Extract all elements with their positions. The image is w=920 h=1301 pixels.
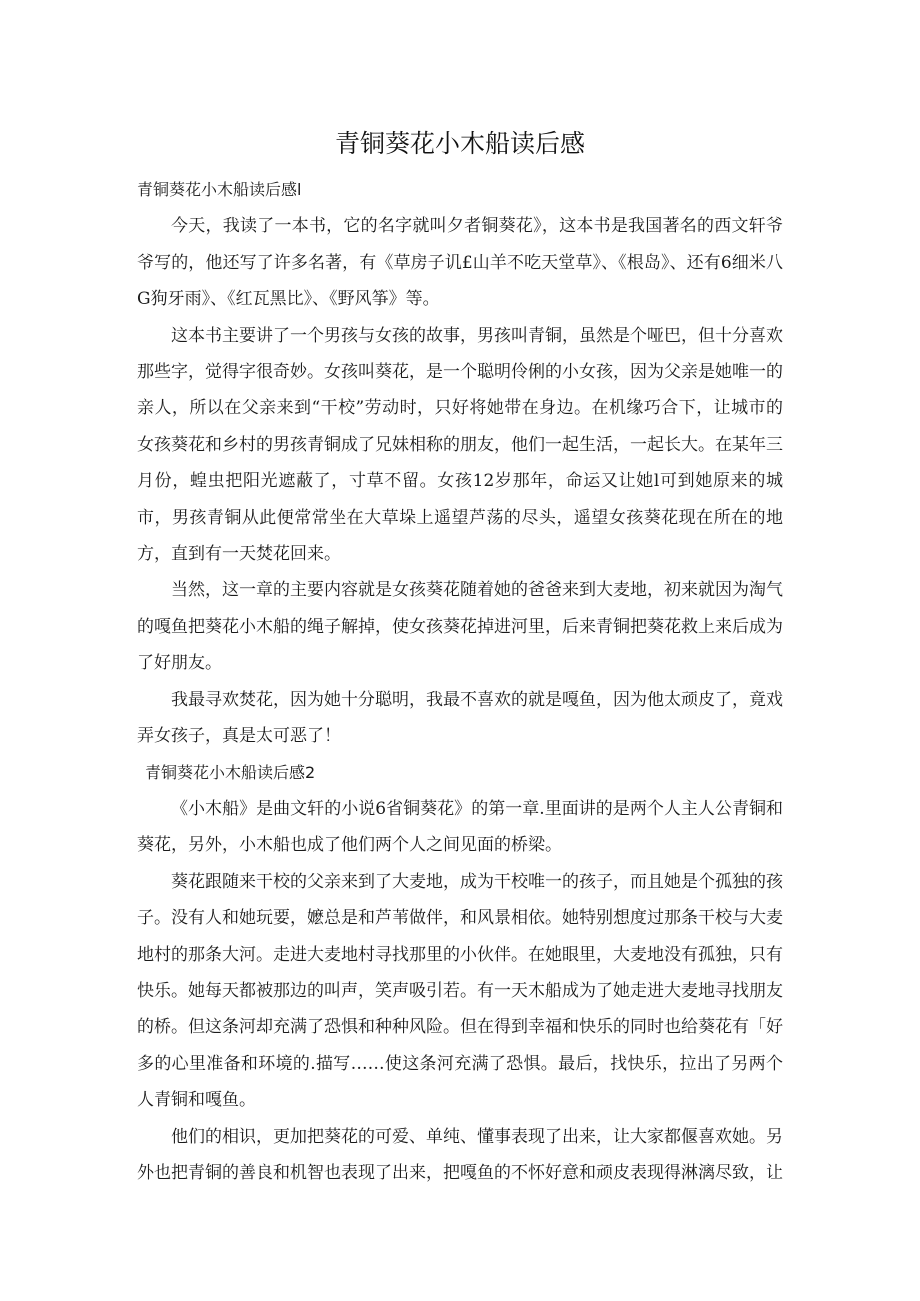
- paragraph: 当然，这一章的主要内容就是女孩葵花随着她的爸爸来到大麦地，初来就因为淘气的嘎鱼把葵花小木船的绳子解掉，使女孩葵花掉进河里，后来青铜把葵花救上来后成为了好朋友。: [137, 580, 783, 674]
- paragraph: 这本书主要讲了一个男孩与女孩的故事，男孩叫青铜，虽然是个哑巴，但十分喜欢那些字，觉得字很奇妙。女孩叫葵花，是一个聪明伶俐的小女孩，因为父亲是她唯一的亲人，所以在父亲来到“干校”劳动时，只好将她带在身边。在机缘巧合下，让城市的女孩葵花和乡村的男孩青铜成了兄妹相称的朋友，他们一起生活，一起长大。在某年三月份，蝗虫把阳光遮蔽了，寸草不留。女孩12岁那年，命运又让她l可到她原来的城市，男孩青铜从此便常常坐在大草垛上遥望芦荡的尽头，遥望女孩葵花现在所在的地方，直到有一天焚花回来。: [137, 325, 783, 565]
- document-title: 青铜葵花小木船读后感: [334, 129, 585, 158]
- paragraph: 他们的相识，更加把葵花的可爱、单纯、懂事表现了出来，让大家都偃喜欢她。另外也把青铜的善良和机智也表现了出来，把嘎鱼的不怀好意和顽皮表现得淋漓尽致，让: [137, 1126, 783, 1183]
- paragraph: 《小木船》是曲文轩的小说6省铜葵花》的第一章.里面讲的是两个人主人公青铜和葵花，另外，小木船也成了他们两个人之间见面的桥梁。: [137, 798, 783, 856]
- paragraph: 今天，我读了一本书，它的名字就叫夕者铜葵花》，这本书是我国著名的西文轩爷爷写的，他还写了许多名著，有《草房子讥£山羊不吃天堂草》、《根岛》、还有6细米八G狗牙雨》、《红瓦黑比》、《野风筝》等。: [137, 216, 783, 310]
- section-1-heading: 青铜葵花小木船读后感l: [137, 180, 302, 199]
- document-body: [137, 172, 783, 1191]
- paragraph: 我最寻欢焚花，因为她十分聪明，我最不喜欢的就是嘎鱼，因为他太顽皮了，竟戏弄女孩子，真是太可恶了！: [137, 689, 783, 747]
- section-2-heading: 青铜葵花小木船读后感2: [145, 762, 316, 782]
- paragraph: 葵花跟随来干校的父亲来到了大麦地，成为干校唯一的孩子，而且她是个孤独的孩子。没有人和她玩要，嬷总是和芦苇做伴，和风景相依。她特别想度过那条干校与大麦地村的那条大河。走进大麦地村寻找那里的小伙伴。在她眼里，大麦地没有孤独，只有快乐。她每天都被那边的叫声，笑声吸引若。有一天木船成为了她走进大麦地寻找朋友的桥。但这条河却充满了恐惧和种种风险。但在得到幸福和快乐的同时也给葵花有「好多的心里准备和环境的.描写……使这条河充满了恐惧。最后，找快乐，拉出了另两个人青铜和嘎鱼。: [137, 871, 783, 1111]
